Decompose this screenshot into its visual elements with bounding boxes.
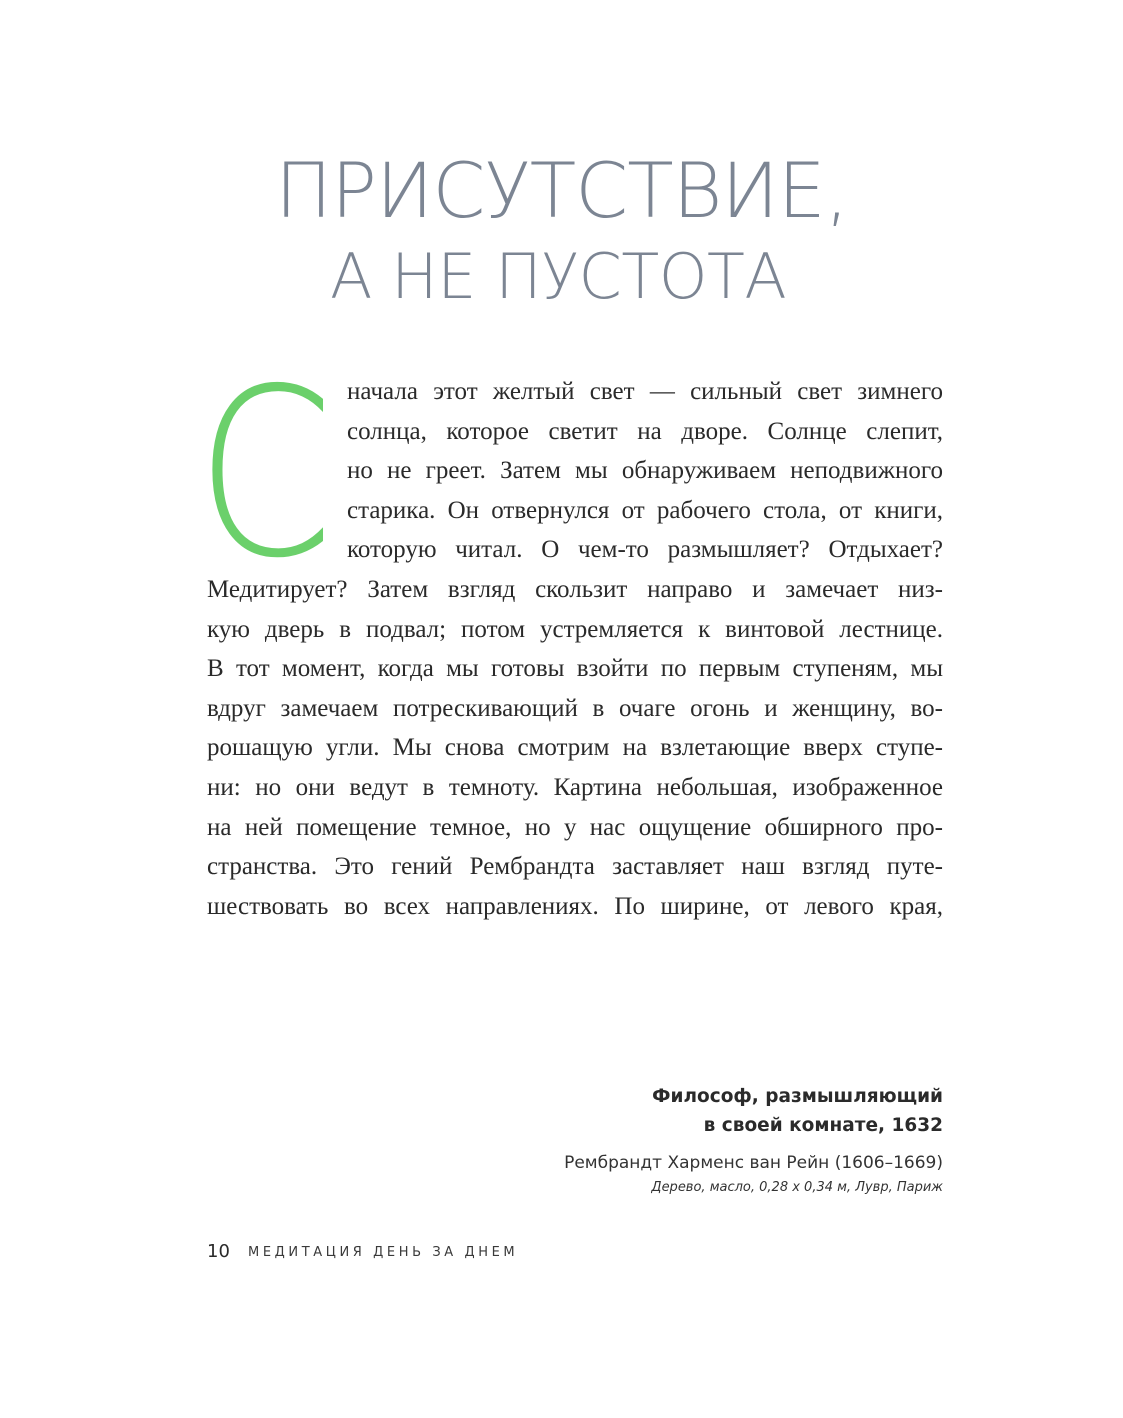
chapter-title-line-1: ПРИСУТСТВИЕ, — [275, 146, 848, 235]
body-paragraph-indented — [347, 372, 943, 570]
artwork-title-line-2: в своей комнате, 1632 — [703, 1115, 943, 1136]
artwork-medium: Дерево, масло, 0,28 х 0,34 м, Лувр, Париж — [651, 1180, 943, 1195]
body-line: кую дверь в подвал; потом устремляется к винтовой лестнице. — [207, 615, 943, 643]
body-line: вдруг замечаем потрескивающий в очаге огонь и женщину, во- — [207, 694, 943, 722]
drop-cap-letter: С — [196, 339, 334, 609]
body-line: В тот момент, когда мы готовы взойти по первым ступеням, мы — [207, 655, 943, 683]
body-line: Медитирует? Затем взгляд скользит направо и замечает низ- — [207, 576, 943, 603]
body-line: старика. Он отвернулся от рабочего стола, от книги, — [347, 496, 943, 524]
body-line: на ней помещение темное, но у нас ощущение обширного про- — [207, 813, 943, 841]
body-line: но не греет. Затем мы обнаруживаем неподвижного — [347, 457, 943, 485]
body-paragraph-full — [207, 570, 943, 926]
chapter-title-line-2: А НЕ ПУСТОТА — [330, 240, 787, 313]
body-line: солнца, которое светит на дворе. Солнце слепит, — [347, 417, 943, 445]
artwork-title — [543, 1082, 943, 1140]
body-line: начала этот желтый свет — сильный свет зимнего — [347, 378, 943, 405]
body-line: рошащую угли. Мы снова смотрим на взлетающие вверх ступе- — [207, 734, 943, 762]
running-head: МЕДИТАЦИЯ ДЕНЬ ЗА ДНЕМ — [248, 1245, 519, 1260]
body-line: шествовать во всех направлениях. По ширине, от левого края, — [207, 892, 943, 920]
page-number: 10 — [207, 1241, 230, 1262]
artwork-title-line-1: Философ, размышляющий — [652, 1086, 943, 1107]
body-line: ни: но они ведут в темноту. Картина небольшая, изображенное — [207, 773, 943, 801]
body-line: странства. Это гений Рембрандта заставляет наш взгляд путе- — [207, 853, 943, 881]
artwork-author: Рембрандт Харменс ван Рейн (1606–1669) — [564, 1153, 943, 1173]
body-line: которую читал. О чем-то размышляет? Отдыхает? — [347, 536, 943, 564]
